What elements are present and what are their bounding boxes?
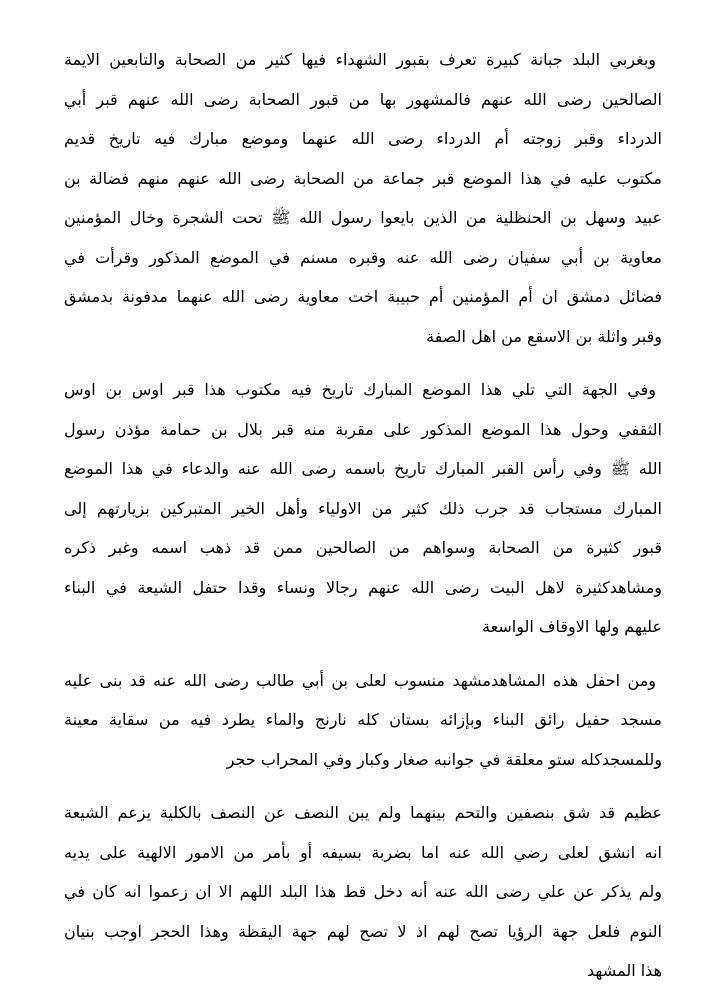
- text-line: هذا المشهد: [587, 961, 662, 980]
- text-line: ولم يذكر عن علي رضى الله عنه أنه دخل قط هذا البلد اللهم الا ان زعموا انه كان في: [64, 882, 662, 901]
- text-line: الدرداء وقبر زوجته أم الدرداء رضى الله عنهما وموضع مبارك فيه تاريخ قديم: [64, 129, 662, 148]
- paragraph-martyrs-cemetery: [64, 40, 662, 356]
- text-line: مكتوب عليه في هذا الموضع قبر جماعة من الصحابة رضى الله عنهم منهم فضالة بن: [64, 168, 662, 188]
- text-line: ومن احفل هذه المشاهدمشهد منسوب لعلى بن أبي طالب رضى الله عنه قد بنى عليه: [64, 670, 656, 690]
- text-line: وقبر واثلة بن الاسقع من اهل الصفة: [426, 326, 662, 346]
- text-line: ومشاهدكثيرة لاهل البيت رضى الله عنهم رجالا ونساء وقدا حتفل الشيعة في البناء: [64, 577, 662, 597]
- text-line: وفي الجهة التي تلي هذا الموضع المبارك تاريخ فيه مكتوب هذا قبر اوس بن اوس: [64, 380, 656, 399]
- text-line: وللمسجدكله ستو معلقة في جوانبه صغار وكبار وفي المحراب حجر: [226, 749, 662, 769]
- paragraph-gap: [64, 647, 662, 661]
- text-line: عليهم ولها الاوقاف الواسعة: [482, 617, 662, 636]
- text-line: مسجد حفيل رائق البناء وبإزائه بستان كله نارنج والماء يطرد فيه من سقاية معينة: [64, 710, 662, 729]
- paragraph-gap: [64, 779, 662, 793]
- paragraph-split-stone: [64, 793, 662, 991]
- text-line: الله ﷺ وفي رأس القبر المبارك تاريخ باسمه رضى الله عنه والدعاء في هذا الموضع: [64, 459, 662, 478]
- text-line: الصالحين رضى الله عنهم فالمشهور بها من قبور الصحابة رضى الله عنهم قبر أبي: [64, 89, 662, 109]
- text-line: وبغربي البلد جبانة كبيرة تعرف بقبور الشهداء فيها كثير من الصحابة والتابعين الايمة: [64, 50, 656, 69]
- text-line: معاوية بن أبي سفيان رضى الله عنه وقبره مسنم في الموضع المذكور وقرأت في: [64, 247, 662, 267]
- paragraph-gap: [64, 356, 662, 370]
- text-line: انه انشق لعلى رضي الله عنه اما بضربة بسيفه أو بأمر من الامور الالهية على يديه: [64, 842, 662, 862]
- text-line: عظيم قد شق بنصفين والتحم بينهما ولم يبن النصف عن النصف بالكلية يزعم الشيعة: [64, 803, 662, 822]
- paragraph-ali-shrine: [64, 661, 662, 780]
- text-line: الثقفي وحول هذا الموضع المذكور على مقربة منه قبر بلال بن حمامة مؤذن رسول: [64, 419, 662, 439]
- text-line: المبارك مستجاب قد جرب ذلك كثير من الاولياء وأهل الخير المتبركين بزيارتهم إلى: [64, 498, 662, 518]
- paragraph-aws-ibn-aws-tomb: [64, 370, 662, 647]
- text-line: النوم فلعل جهة الرؤيا تصح لهم اذ لا تصح لهم جهة اليقظة وهذا الحجر اوجب بنيان: [64, 921, 662, 941]
- text-line: عبيد وسهل بن الحنظلية من الذين بايعوا رسول الله ﷺ تحت الشجرة وخال المؤمنين: [64, 208, 662, 227]
- text-line: قبور كثيرة من الصحابة وسواهم من الصالحين ممن قد ذهب اسمه وغبر ذكره: [64, 538, 662, 557]
- document-page: [64, 40, 662, 991]
- text-line: فضائل دمشق ان أم المؤمنين أم حبيبة اخت معاوية رضى الله عنهما مدفونة بدمشق: [64, 287, 662, 306]
